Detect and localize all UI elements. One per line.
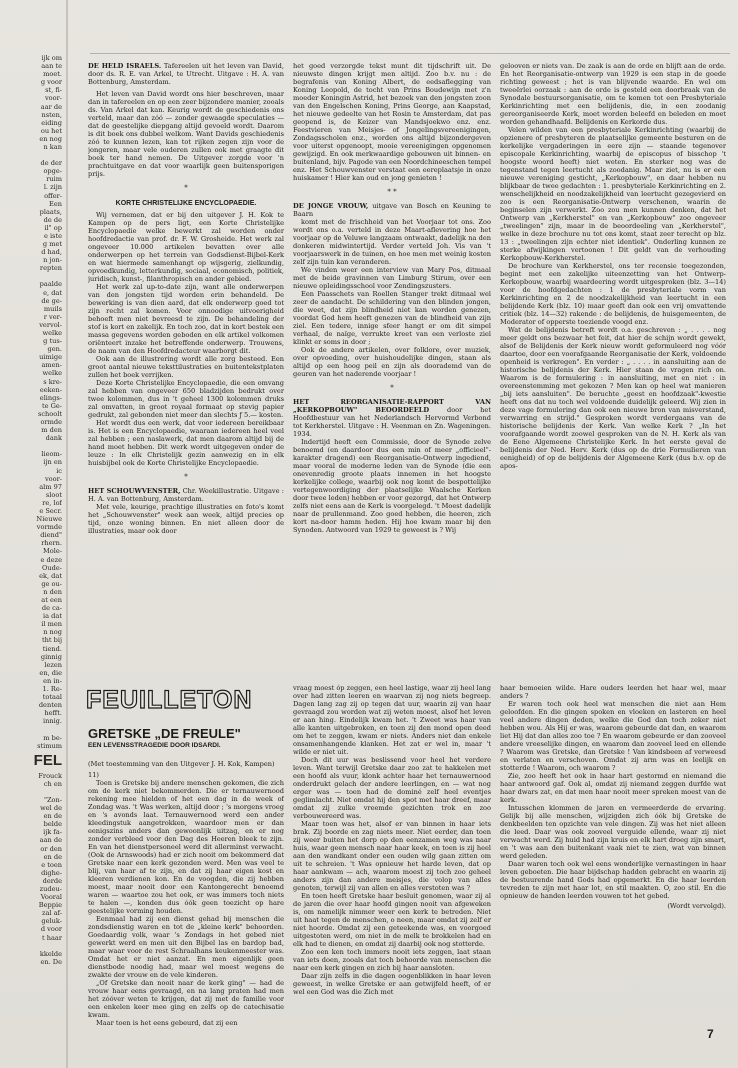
adjacent-line: eiding bbox=[41, 118, 62, 127]
adjacent-line: totaal bbox=[42, 693, 62, 702]
review-paragraph: Met vele, keurige, prachtige illustraties en foto's komt het „Schouwvenster" week aan week, altijd precies op tijd, onze woning binnen. En niet alleen door de illustraties, maar ook door bbox=[88, 502, 284, 535]
story-paragraph: Daar zijn zelfs in die dagen oogenblikken in haar leven geweest, in welke Gretske er aan getwijfeld heeft, of er wel een God was die Zich met bbox=[293, 972, 491, 996]
adjacent-line: g met bbox=[42, 240, 62, 249]
adjacent-line: e iste bbox=[43, 231, 62, 240]
adjacent-line: te Ge- bbox=[41, 401, 62, 410]
adjacent-line: rhern. bbox=[41, 539, 62, 548]
review-paragraph: Ook aan de illustrering wordt alle zorg besteed. Een groot aantal nieuwe teksttilustraties en buitentekstplaten zullen het boek verrijken. bbox=[88, 354, 284, 379]
adjacent-line: opge- bbox=[43, 167, 62, 176]
adjacent-line: 1. Re- bbox=[42, 685, 62, 694]
story-title: GRETSKE „DE FREULE" bbox=[88, 726, 241, 741]
review-paragraph: komt met de frischheid van het Voorjaar tot ons. Zoo wordt ons o.a. verteld in deze Maart-aflevering hoe het voorjaar op de Veluwe langzaam ontwaakt, dadelijk na den donkeren midwintertijd. Verder verteld Joh. Vis van 't voorjaarswerk in de tuinen, en hoe men met weinig kosten zelf zijn tuin kan veranderen. bbox=[293, 218, 491, 266]
review-schouwvenster bbox=[88, 487, 284, 503]
review-column-2 bbox=[293, 62, 491, 674]
adjacent-line: l. zijn bbox=[43, 183, 62, 192]
adjacent-line: ginnig bbox=[40, 652, 62, 661]
review-jonge-vrouw-heading: DE JONGE VROUW, bbox=[293, 202, 369, 210]
adjacent-line: en nog bbox=[39, 134, 62, 143]
adjacent-line: de der bbox=[40, 159, 62, 168]
adjacent-line: uimige bbox=[39, 353, 62, 362]
story-paragraph: vraag moest óp zeggen, een heel lastige, waar zij heel lang over had zitten leeren en waarvan zij nog niets begreep. Dagen lang zag zij op tegen dat uur, waarin zij van haar gevraagd zou worden wat zij weten moest, alsof het leven er aan hing. Eindelijk kwam het. 't Zweet was haar van alle kanten uitgebroken, en toen zij den mond open deed om het te zeggen, kwam er niets. Anders niet dan enkele onsamenhangende klanken. Het zat er wel in, maar 't wilde er niet uit. bbox=[293, 684, 491, 756]
adjacent-line: d had, bbox=[41, 248, 62, 257]
adjacent-line: ijk fa- bbox=[43, 828, 62, 837]
adjacent-line: welke bbox=[42, 369, 62, 378]
review-paragraph: Ook de andere artikelen, over folklore, over muziek, over opvoeding, over huishoudelijke dingen, staan als altijd op een hoog peil en zijn als doorademd van de geuren van het naderende voorjaar ! bbox=[293, 346, 491, 378]
separator-asterisk: * bbox=[184, 472, 188, 481]
story-paragraph: haar bemoeien wilde. Hare ouders leerden het haar wel, maar anders ? bbox=[500, 684, 726, 700]
adjacent-line: lieom- bbox=[41, 450, 62, 459]
adjacent-line: alm 97 bbox=[39, 482, 62, 491]
chapter-number: 11) bbox=[88, 771, 99, 779]
story-paragraph: Intusschen klommen de jaren en vermeerderde de ervaring. Gelijk bij alle menschen, wijzigden zich óók bij Gretske de denkbeelden ten opzichte van vele dingen. Zij was het niet alleen die leed. Daar was ook zooveel verguide ellende, waar zij niet verwacht werd. Zij huid had zijn kruis en elk hart droeg zijn smart, en 't was aan den buitenkant vaak niet te zien, wat van binnen werd geleden. bbox=[500, 804, 726, 860]
story-paragraph: Zoo een ken toch immers nooit iets zeggen, laat staan van iets doen, zooals dat toch behoorde van menschen die naar een kerk gingen en zich bij haar aansloten. bbox=[293, 948, 491, 972]
adjacent-line: en. De bbox=[40, 957, 62, 966]
adjacent-line: de ge- bbox=[41, 296, 62, 305]
adjacent-line: stimum bbox=[37, 741, 62, 750]
story-paragraph: Eenmaal had zij een dienst gehad bij menschen die zondsdienstig waren en tot de „kleine kerk" behoorden. Goedaardig volk, waar 's Zondags in het gebed niet gewerkt werd en men uit den Bijbel las en bardop bad, maar waar voor de rest Schraalhans keukenmeester was. Omdat het er niet aanzat. En men eigenlijk geen dienstbode noodig had, maar wel moest wegens de zwakte der vrouw en de vele kinderen. bbox=[88, 915, 284, 979]
page-number: 7 bbox=[707, 1027, 714, 1041]
adjacent-line: repten bbox=[39, 264, 62, 273]
adjacent-line: kkelde bbox=[39, 949, 62, 958]
review-paragraph: Wij vernemen, dat er bij den uitgever J. H. Kok te Kampen op de pers ligt, een Korte Christelijke Encyclopaedie welke bewerkt zal worden onder hoofdredactie van prof. dr. F. W. Grosheide. Het werk zal ongeveer 10.000 artikelen bevatten over alle onderwerpen op het terrein van Godsdienst-Bijbel-Kerk en wat hiermede samenhangt op wijsgerig, zielkundig, opvoedkundig, letterkundig, sociaal, economisch, politiek, juridisch, kunst-, filanthropisch en ander gebied. bbox=[88, 210, 284, 283]
adjacent-lines-e bbox=[0, 734, 62, 750]
adjacent-line: aan te bbox=[41, 62, 62, 71]
adjacent-line: Mole- bbox=[43, 547, 62, 556]
adjacent-line: n nog bbox=[43, 628, 62, 637]
adjacent-line: elings- bbox=[39, 393, 62, 402]
adjacent-line: voor- bbox=[44, 94, 62, 103]
adjacent-line: aar de bbox=[40, 102, 62, 111]
feuilleton-column-2 bbox=[293, 684, 491, 1062]
adjacent-lines-d bbox=[0, 450, 62, 725]
adjacent-line: e, dat bbox=[43, 288, 62, 297]
adjacent-line: Vooral bbox=[40, 893, 62, 902]
adjacent-line bbox=[0, 788, 62, 796]
adjacent-line: ek, dat bbox=[39, 571, 62, 580]
separator-asterisk: * bbox=[390, 384, 394, 392]
review-david-heading: DE HELD ISRAELS. bbox=[88, 62, 162, 70]
review-paragraph: Een Paasschets van Roellen Stanger trekt ditmaal wel zeer de aandacht. De schildering van den blinden jongen, die weet, dat zijn blindheid niet kan worden genezen, voordat God hem heeft genezen van de blindheid van zijn ziel. Een tedere, innige sfeer hangt er om dit simpel verhaal, de naïge, verrukte kreet van een verloste ziel klinkt er soms in door ; bbox=[293, 290, 491, 346]
adjacent-line: amen- bbox=[41, 361, 62, 370]
review-reorganisatie-intro: door het Hoofdbestuur van het Nederlandsch Hervormd Verbond tot Kerkherstel. Uitgave : H. Veenman en Zn. Wageningen. 1934. bbox=[293, 406, 491, 438]
adjacent-line: d voor bbox=[40, 925, 62, 934]
story-paragraph: Toen is Gretske bij andere menschen gekomen, die zich om de kerk niet bekommerden. Die er ternauwernood rekening mee hielden of het een dag in de week of Zondag was. 't Was werken, altijd door ; 's morgens vroeg en 's avonds laat. Ternauwernood werd een ander kleedingstuk aangetrokken, waardoor men er dan eenigszins anders dan gewoonlijk uitzag, en er nog zonder verbleed voor den Dag des Heeren bleek te zijn. En van het dienstpersoneel werd dit allerminst verwacht. (Ook de Arnswoods) had er zich nooit om bekommerd dat Gretske naar een kerk gezonden werd. Men was veel te blij, van haar af te zijn, en dat zij haar eigen kost en kleeren verdienen kon. En de voogden, die zij hebben moest, maar nooit door een Kantongerecht benoemd waren — waartoe zou het ook, er was immers toch niets te halen —, konden dus óók geen toezicht op hare geestelijke vorming houden. bbox=[88, 779, 284, 915]
adjacent-line: ia dat bbox=[43, 612, 62, 621]
story-paragraph: Zie, zoo heeft het ook in haar hart gestormd en niemand die haar antwoord gaf. Ook al, omdat zij niemand zeggen durfde wat haar dwars zat, en dat men haar nooit meer spreken moest van de kerk. bbox=[500, 772, 726, 804]
adjacent-heading: FEL bbox=[33, 751, 62, 769]
review-jonge-vrouw bbox=[293, 202, 491, 218]
adjacent-line: Beppie bbox=[38, 901, 62, 910]
review-column-1 bbox=[88, 62, 284, 674]
review-paragraph: Wat de belijdenis betreft wordt o.a. geschreven : „ . . . . nog meer geldt ons bezwaar het feit, dat hier de schijn wordt gewekt, alsof de Belijdenis der Kerk nieuw wordt geformuleerd nog vóór daartoe, door een voorafgaande Reorganisatie der Kerk, voldoende openheid is verkregen". En verder : „ . . . . in aansluiting aan de historische belijdenis der Kerk. Hier staan de vragen rich on. Waarom is de formulering : in aansluiting, met en niet : in overeenstemming met gekozen ? Men kan op heel wat manieren „bij iets aansluiten". De beruchte „geest en hoofdzaak"-kwestie heeft ons dat nu toch wel voldoende duidelijk geleerd. Wij zien in deze vage formulering dan ook een nieuwe bron van misverstand, verwarring en strijd." Gesproken wordt verdergaans van de historische belijdenis der Kerk. Van welke Kerk ? „In het voorafgaande wordt zoowel gesproken van de N. H. Kerk als van de Eene Algemeene Christelijke Kerk. In het eerste geval de belijdenis der Ned. Herv. Kerk (dus op de drie Formulieren van eenigheid) of op de belijdenis der Algemeene Kerk (dus b.v. op de apos- bbox=[500, 326, 726, 470]
adjacent-line: "Zon- bbox=[43, 795, 62, 804]
adjacent-line: geluk- bbox=[41, 917, 62, 926]
adjacent-line: voor- bbox=[44, 474, 62, 483]
adjacent-line: welke bbox=[42, 329, 62, 337]
adjacent-line: ge ou- bbox=[41, 579, 62, 588]
adjacent-line: tht bij bbox=[41, 636, 62, 645]
adjacent-line: dighe- bbox=[41, 868, 62, 877]
adjacent-line: n jon- bbox=[43, 256, 62, 265]
separator-asterisk: * bbox=[184, 184, 188, 192]
adjacent-line: ruim bbox=[46, 175, 62, 184]
adjacent-line: Nieuwe bbox=[36, 515, 62, 524]
review-paragraph: gelooven er niets van. De zaak is aan de orde en blijft aan de orde. En het Reorganisatie-ontwerp van 1929 is een stap in de goede richting geweest ; het is van blijvende waarde. En wel om tweeërlei oorzaak : aan de orde is gesteld een doorbraak van de Synodale bestuursorganisatie, om te komen tot een Presbyteriale Kerkinrichting met een belijdenis, die, in een zoodanig gereorganiseerde Kerk, moet worden beleefd en beleden en moet worden gehandhaafd. Belijdenis en Kerkorde dus. bbox=[500, 62, 726, 126]
adjacent-line: innig. bbox=[42, 717, 62, 726]
adjacent-line: derde bbox=[42, 876, 62, 885]
review-reorganisatie-heading: HET REORGANISATIE-RAPPORT VAN „KERKOPBOUW" BEOORDEELD bbox=[293, 398, 491, 414]
adjacent-line: hefft. bbox=[44, 709, 62, 718]
adjacent-line: de de bbox=[43, 215, 62, 224]
adjacent-line bbox=[0, 942, 62, 950]
adjacent-line: moet. bbox=[43, 70, 62, 79]
adjacent-line: en de bbox=[43, 812, 62, 821]
adjacent-line: Oude- bbox=[41, 563, 62, 572]
adjacent-line: denten bbox=[38, 701, 62, 710]
review-paragraph: Indertijd heeft een Commissie, door de Synode zelve benoemd (en daardoor dus een min of meer „officieel"-karakter dragend) een Reorganisatie-Ontwerp ingediend, maar vooral de moderne leden van de Synode (die een onevenredig groote plaats innemen in het hoogste kerkelijke college, waarbij ook nog komt de bespottelijke vertegenwoordiging der plaatselijke Waalsche Kerken door twee leden) hebben er voor gezorgd, dat het Ontwerp zelfs niet eens aan de Kerk is voorgelegd. 't Moest dadelijk naar de prullenmand. Zoo goed hebben, die heeren, zich kort na-door hamm heden. Hij hoe kwam maar bij den Synoden. Antwoord van 1929 te geweest is ? Wij bbox=[293, 438, 491, 534]
review-encyclopaedie-heading: KORTE CHRISTELIJKE ENCYCLOPAEDIE. bbox=[115, 200, 257, 207]
adjacent-line: dank bbox=[45, 434, 62, 443]
adjacent-lines-f bbox=[0, 772, 62, 966]
adjacent-line: en, die bbox=[39, 668, 62, 677]
adjacent-line: g tus- bbox=[43, 337, 62, 346]
adjacent-line: sloot bbox=[45, 490, 62, 499]
adjacent-line: n den bbox=[43, 587, 62, 596]
review-paragraph: het goed verzorgde tekst munt dit tijdschrift uit. De nieuwste dingen krijgt men altijd. Zoo b.v. nu : de begrafenis van Koning Albert, de eedsaflegging van Koning Leopold, de tocht van Prins Boudewijn met z'n moeder Koningin Astrid, het bezoek van den jongsten zoon van den Engelschen Koning, Prins George, aan Kaapstad, het nieuwe gedeelte van het Rosin te Amsterdam, dat pas geopend is, de Keizer van Mandsjoekwo enz. enz. Feestvieren van Meisjes- of Jongelingsvereenigingen, Zondagsscholen enz., worden ons altijd bijzondergeven voor uiterst opgenoopt, mooie vereenigingen opgenomen gewijzigd. En ook merkwaardige gebouwen uit binnen- en buitenland, bijv. Pagode van een Noordchineeschen tempel enz. Het Schouwvenster verstaat een eereplaatsje in onze huiskamer ! Hier kan oud en jong genieten ! bbox=[293, 62, 491, 182]
story-paragraph: „Of Gretske dan nooit naar de kerk ging" — had de vrouw haar eens gevraagd, en na lang praten had men het zóóver weten te krijgen, dat zij met de familie voor een enkelen keer mee ging en zelfs op de catechisatie kwam. bbox=[88, 979, 284, 1019]
separator-asterisks: * * bbox=[387, 188, 397, 196]
adjacent-line: s kre- bbox=[43, 377, 62, 386]
adjacent-line: e toen bbox=[41, 860, 62, 869]
story-paragraph: En toen heeft Gretske haar besluit genomen, waar zij al de jaren die over haar hoofd gingen nooit van afgeweken is, om namelijk nimmer weer een kerk te betreden. Niet uit haat tegen de menschen, o neen, maar omdat zij zelf er niet hoorde. Omdat zij een geteekende was, en voorgoed uitgestoten werd, om niet in de melk te brokkelen had en elk had te dienen, en omdat zij daarbij ook nog stotterde. bbox=[293, 892, 491, 948]
adjacent-line: zudeu- bbox=[39, 885, 62, 893]
review-jonge-vrouw-intro: uitgave van Bosch en Keuning te Baarn bbox=[293, 202, 491, 218]
adjacent-line: ic bbox=[56, 466, 62, 475]
top-rule bbox=[90, 53, 730, 54]
adjacent-line: or den bbox=[40, 844, 62, 853]
adjacent-line: offer- bbox=[44, 191, 62, 200]
review-paragraph: Deze Korte Christelijke Encyclopaedie, die een omvang zal hebben van ongeveer 650 bladzijden bedrukt over twee kolommen, dus in 't geheel 1300 kolommen druks zal omvatten, in groot royaal formaat op stevig papier gedrukt, zal gebonden niet meer dan slechts ƒ 5.— kosten. bbox=[88, 378, 284, 419]
adjacent-line: schoolt bbox=[37, 409, 62, 418]
adjacent-line: t haar bbox=[41, 933, 62, 942]
review-david bbox=[88, 62, 284, 86]
adjacent-line: ijk om bbox=[41, 54, 62, 62]
adjacent-lines-c bbox=[0, 280, 62, 442]
adjacent-line: eeken- bbox=[39, 385, 62, 394]
adjacent-line: il men bbox=[41, 620, 62, 629]
review-paragraph: De brochure van Kerkherstel, ons ter recensie toegezonden, begint met een zakelijke uiteenzetting van het Ontwerp-Kerkopbouw, waarbij waardeering wordt uitgesproken (blz. 3—14) voor de hoofdgedachten : 1 de presbyteriale vorm van Kerkinrichting en 2 de noodzakelijkheid van leertucht in een belijdende Kerk (blz. 10) maar geeft dan ook een vrij omvattende critiek (blz. 14—32) rakende : de belijdenis, de huisgemeenten, de Moderator of opperste toeziende voogd enz. bbox=[500, 262, 726, 326]
adjacent-line: Frouck bbox=[38, 771, 62, 780]
review-column-3 bbox=[500, 62, 726, 674]
adjacent-line: de ca- bbox=[41, 604, 62, 613]
adjacent-line: belde bbox=[43, 820, 62, 829]
story-paragraph: Maar toen is het eens gebeurd, dat zij een bbox=[96, 1019, 238, 1027]
adjacent-line: e deze bbox=[40, 555, 62, 564]
feuilleton-column-3 bbox=[500, 684, 726, 1032]
adjacent-line: st, fi- bbox=[45, 86, 62, 95]
review-paragraph: Velen wilden van een presbyteriale Kerkinrichting (waarbij de opzienere of presbyteren de plaatselijke gemeente besturen en de kerkelijke vergaderingen in eere zijn — staande tegenover episcopale Kerkinrichting, waarbij de episcopus of bisschop 't hoogste woord heeft) niet weten. En sterker nog was de tegenstand tegen leertucht als zoodanig. Maar ziet, nu is er een nieuwe vereniging gesticht, „Kerkopbouw", en daar hebben nu blijkbaar de twee gedachten : 1. presbyteriale Kerkinrichting en 2. wenschelijkheid en noodzakelijkheid van leertucht gezegevierd en zoo is een Reorganisatie-Ontwerp verschenen, waarin de beginselen zijn verwerkt. Zoo zou men kunnen denken, dat het Ontwerp van „Kerkherstel" en van „Kerkopbouw" zoo ongeveer „tweelingen" zijn, maar in de beoordeeling van „Kerkherstel", welke in deze brochure nu tot ons komt, staat zeer terecht op blz. 13 : „tweelingen zijn echter niet identiek". Onderling kunnen ze sterke afwijkingen vertoonen ! Dit geldt van de verhouding Kerkopbouw-Kerkherstel. bbox=[500, 126, 726, 262]
adjacent-line: ormde bbox=[40, 418, 62, 427]
story-paragraph: Er waren toch ook heel wat menschen die niet aan Hem geloofden. En die gingen spoken en vloeken en lasteren en heel veel andere dingen deden, welke die God dan toch zeker niet hebben wou. Als Hij er was, waarom gebeurde dat dan, en waarom liet Hij dat dan alles zoo toe ? En waarom gebeurde er dan zooveel andere vreeselijke dingen, en waarom dan zooveel leed en ellende ? Waarom was Gretske, dan Gretske ! Van kindsbeen af verweesd en verlaten en verschoven. Omdat zij arm was en leelijk en stotterde ! Waarom, och waarom ? bbox=[500, 700, 726, 772]
adjacent-line: Een bbox=[49, 199, 62, 208]
adjacent-line: ou het bbox=[40, 126, 62, 135]
adjacent-line: vervol- bbox=[39, 320, 62, 329]
adjacent-line: wel de bbox=[40, 804, 62, 813]
permission-note: (Met toestemming van den Uitgever J. H. Kok, Kampen) bbox=[88, 760, 275, 768]
review-reorganisatie bbox=[293, 398, 491, 438]
adjacent-line: plaats, bbox=[39, 207, 62, 216]
adjacent-line: m den bbox=[41, 426, 62, 435]
adjacent-line: n kan bbox=[43, 143, 62, 152]
review-schouwvenster-intro: Chr. Weekillustratie. Uitgave : H. A. van Bottenburg, Amsterdam. bbox=[88, 486, 284, 503]
feuilleton-masthead: FEUILLETON bbox=[86, 686, 253, 714]
review-paragraph: Het leven van David wordt ons hier beschreven, maar dan in tafereelen en op een zeer bijzondere manier, zooals ds. Van Arkel dat kan. Keurig wordt de geschiedenis ons verteld, maar dan zóó — zonder gewaagde speculaties — dat de geestelijke diepgang altijd gevoeld wordt. Daarom is dit boek ons dubbel welkom. Want Davids geschiedenis zóó te kunnen lezen, kan tot rijken zegen zijn voor de jongeren, maar vele ouderen zullen ook met graagte dit boek ter hand nemen. De Uitgever zorgde voor 'n prachtuitgave en dat voor waarlijk geen buitensporigen prijs. bbox=[88, 90, 284, 178]
adjacent-lines-b bbox=[0, 159, 62, 272]
adjacent-line: lezen bbox=[44, 660, 62, 669]
adjacent-line: nsten, bbox=[41, 110, 62, 119]
adjacent-line: g voor bbox=[40, 78, 62, 87]
adjacent-line: zal af- bbox=[42, 909, 62, 918]
adjacent-line: vormde bbox=[36, 523, 62, 532]
adjacent-line: re, lof bbox=[42, 498, 62, 507]
adjacent-line: e Secr. bbox=[39, 506, 62, 515]
adjacent-line: il" op bbox=[44, 223, 62, 232]
feuilleton-column-1 bbox=[88, 760, 284, 1062]
adjacent-line: muils bbox=[43, 304, 62, 313]
review-schouwvenster-heading: HET SCHOUWVENSTER, bbox=[88, 486, 181, 495]
adjacent-line: paalde bbox=[39, 280, 62, 289]
to-be-continued: (Wordt vervolgd). bbox=[667, 902, 726, 910]
adjacent-line: ijn en bbox=[43, 458, 62, 467]
story-paragraph: Doch dit uur was beslissend voor heel het verdere leven. Want terwijl Gretske daar zoo zat te hakkelen met een hoofd als vuur, klonk achter haar het ternauwernood onderdrukt gelach der andere leerlingen, en — wat nog erger was — toen had de dominé zelf heel eventjes geglimlacht. Niet omdat hij den spot met haar dreef, maar omdat zij zulke vreemde gezichten trok en zoo verbouwereerd was. bbox=[293, 756, 491, 820]
adjacent-line: ch en bbox=[43, 779, 62, 788]
adjacent-lines-a bbox=[0, 54, 62, 151]
adjacent-line: en de bbox=[43, 852, 62, 861]
review-david-intro: Tafereelen uit het leven van David, door ds. R. E. van Arkel, te Utrecht. Uitgave : H. A. van Bottenburg, Amsterdam. bbox=[88, 62, 284, 86]
adjacent-line: en in- bbox=[43, 676, 62, 685]
adjacent-line: at een bbox=[41, 596, 62, 604]
adjacent-page-column bbox=[0, 54, 62, 1064]
adjacent-line: aan de bbox=[39, 836, 62, 845]
adjacent-line: gen. bbox=[47, 345, 62, 354]
review-paragraph: Het wordt dus een werk, dat voor iedereen bereikbaar is. Het is een Encyclopaedie, waaraan iedereen heel veel zal hebben ; een naslawerk, dat men daarom altijd bij de hand moet hebben. Dit werk wordt uitgegeven onder de leuze : In elk Christelijk gezin aanwezig en in elk huisbijbel ook de Korte Christelijke Encyclopaedie. bbox=[88, 418, 284, 467]
adjacent-line: diend" bbox=[40, 531, 62, 540]
review-paragraph: We vinden weer een interview van Mary Pos, ditmaal met de beide gravinnen van Limburg Stirum, over een nieuwe opleidingsschool voor Zendingszusters. bbox=[293, 266, 491, 290]
adjacent-line: tiend. bbox=[42, 644, 62, 653]
story-paragraph: Maar toen was het, alsof er van binnen in haar iets brak. Zij boorde en zag niets meer. Niet eerder, dan toen zij weer buiten het dorp op den eenzamen weg was naar huis, waar geen mensch naar haar keek, en toen is zij heel aan den wandkant onder een ouden wilg gaan zitten om uit te schreien. 't Was opnieuw het harde leven, dat op haar aankwam — ach, waarom moest zij toch zoo geheel anders zijn dan andere meisjes, die volop van alles genoten, terwijl zij van allen en alles verstoten was ? bbox=[293, 820, 491, 892]
review-paragraph: Het werk zal up-to-date zijn, want alle onderwerpen van den jongsten tijd worden erin behandeld. De bewerking is van dien aard, dat elk onderwerp goed tot zijn recht zal komen. Voor onnoodige uitvoerigheid behoeft men niet bevreesd te zijn. De behandeling der stof is kort en zakelijk. En toch zoo, dat in kort bestek een massa gegevens worden geboden en elk artikel volkomen oriënteert inzake het betreffende onderwerp. Trouwens, de naam van den Hoofdredacteur waarborgt dit. bbox=[88, 282, 284, 355]
adjacent-line: m be- bbox=[43, 733, 62, 742]
story-subtitle: EEN LEVENSSTRAGEDIE DOOR IDSARDI. bbox=[88, 742, 221, 749]
story-paragraph: Daar waren toch ook wel eens wonderlijke vernastingen in haar leven geboeten. Die haar bijdschap hadden gebracht en waarin zij de bestuurende hand Gods had opgemerkt. En die haar leerden tevreden te zijn met haar lot, en stil maakten. O, zoo stil. En die opnieuw de handen leerden vouwen tot het gebed. bbox=[500, 860, 726, 900]
adjacent-line: r ver- bbox=[43, 312, 62, 321]
